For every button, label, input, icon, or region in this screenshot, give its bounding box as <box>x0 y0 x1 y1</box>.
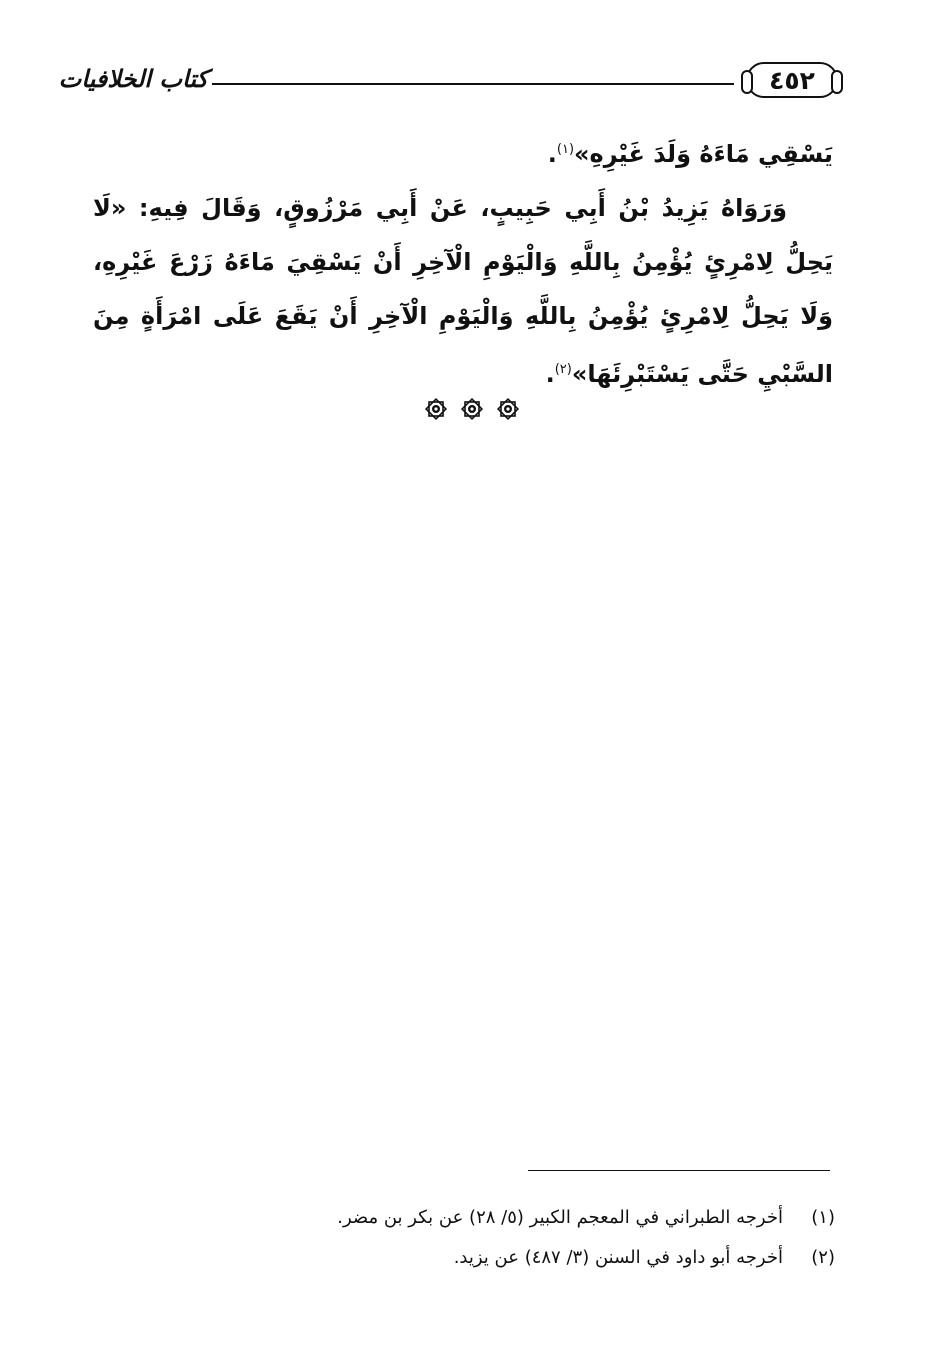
ornament-icon <box>423 396 449 422</box>
line1-text: يَسْقِي مَاءَهُ وَلَدَ غَيْرِهِ» <box>574 140 833 168</box>
page-number: ٤٥٢ <box>769 65 815 95</box>
footnote-separator <box>528 1170 830 1171</box>
para2-text: وَرَوَاهُ يَزِيدُ بْنُ أَبِي حَبِيبٍ، عَنْ أَبِي مَرْزُوقٍ، وَقَالَ فِيهِ: «لَا يَحِلُّ لِامْرِئٍ يُؤْمِنُ بِاللَّهِ وَالْيَوْمِ الْآخِرِ أَنْ يَسْقِيَ مَاءَهُ زَرْعَ غَيْرِهِ، وَلَا يَحِلُّ لِامْرِئٍ يُؤْمِنُ بِاللَّهِ وَالْيَوْمِ الْآخِرِ أَنْ يَقَعَ عَلَى امْرَأَةٍ مِنَ السَّبْيِ حَتَّى يَسْتَبْرِئَهَا» <box>93 194 833 388</box>
footnote-ref-1[interactable]: (١) <box>556 142 575 157</box>
footnote-2 <box>215 1238 835 1278</box>
ornament-icon <box>495 396 521 422</box>
footnote-number: (١) <box>811 1207 835 1228</box>
footnote-text: أخرجه أبو داود في السنن (٣/ ٤٨٧) عن يزيد. <box>453 1247 783 1268</box>
ornament-icon <box>459 396 485 422</box>
para2-end: . <box>545 360 555 388</box>
book-title: كتاب الخلافيات <box>58 64 208 93</box>
footnote-text: أخرجه الطبراني في المعجم الكبير (٥/ ٢٨) عن بكر بن مضر. <box>337 1207 783 1228</box>
main-text <box>93 123 833 401</box>
line1-end: . <box>547 140 557 168</box>
header-rule <box>212 83 734 85</box>
paragraph-2 <box>93 181 833 401</box>
page-header <box>58 62 838 106</box>
footnote-ref-2[interactable]: (٢) <box>554 362 572 377</box>
section-divider-ornaments <box>0 396 943 422</box>
footnote-1 <box>215 1198 835 1238</box>
footnotes <box>215 1198 835 1278</box>
page-number-badge <box>746 62 838 98</box>
footnote-number: (٢) <box>811 1247 835 1268</box>
text-line-1 <box>93 123 833 181</box>
